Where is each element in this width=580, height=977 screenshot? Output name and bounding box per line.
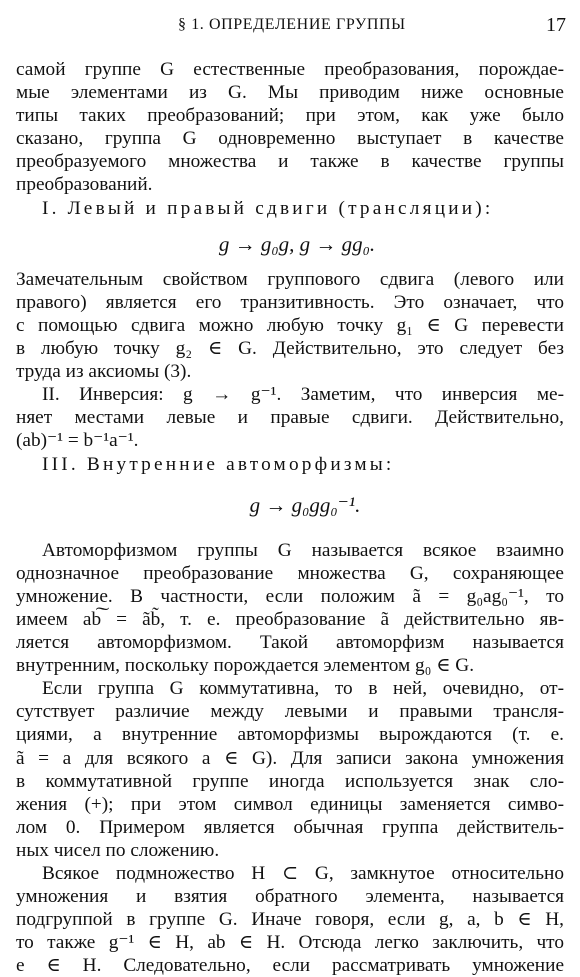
page-header bbox=[0, 12, 580, 42]
text-line: имеем ab͠ = ãb̃, т. е. преобразование ã действительно яв- bbox=[16, 608, 564, 630]
text-line: няет местами левые и правые сдвиги. Действительно, bbox=[16, 407, 564, 429]
text-line: Всякое подмножество H ⊂ G, замкнутое относительно bbox=[42, 863, 564, 884]
text-line: сутствует различие между левыми и правыми трансля- bbox=[16, 701, 564, 723]
text-line: ляется автоморфизмом. Такой автоморфизм называется bbox=[16, 632, 564, 654]
page-number: 17 bbox=[546, 14, 566, 36]
text-line: труда из аксиомы (3). bbox=[16, 361, 192, 383]
text-line: внутренним, поскольку порождается элементом g₀ ∈ G. bbox=[16, 655, 475, 677]
text-line: циями, а внутренние автоморфизмы вырождаются (т. е. bbox=[16, 724, 564, 746]
text-line: в любую точку g₂ ∈ G. Действительно, это следует без bbox=[16, 338, 564, 360]
text-line: подгруппой в группе G. Иначе говоря, если g, a, b ∈ H, bbox=[16, 909, 564, 931]
text-line: Автоморфизмом группы G называется всякое взаимно bbox=[42, 539, 564, 561]
text-line: Замечательным свойством группового сдвига (левого или bbox=[16, 268, 564, 290]
section-heading-shifts: I. Левый и правый сдвиги (трансляции): bbox=[42, 197, 494, 219]
text-line: Если группа G коммутативна, то в ней, очевидно, от- bbox=[42, 678, 564, 700]
text-line: в коммутативной группе иногда используется знак сло- bbox=[16, 770, 564, 792]
text-line: преобразуемого множества и также в качестве группы bbox=[16, 151, 564, 173]
text-line: II. Инверсия: g → g⁻¹. Заметим, что инверсия ме- bbox=[42, 384, 564, 406]
text-line: типы таких преобразований; при этом, как уже было bbox=[16, 105, 564, 127]
section-heading-automorphisms: III. Внутренние автоморфизмы: bbox=[42, 453, 395, 475]
text-line: преобразований. bbox=[16, 174, 153, 196]
running-head: § 1. ОПРЕДЕЛЕНИЕ ГРУППЫ bbox=[178, 16, 406, 33]
text-line: сказано, группа G одновременно выступает в качестве bbox=[16, 128, 564, 150]
text-line: жения (+); при этом символ единицы заменяется симво- bbox=[16, 793, 564, 815]
formula-shifts: g → g₀g, g → gg₀. bbox=[218, 231, 376, 256]
body-text bbox=[16, 58, 564, 977]
text-line: лом 0. Примером является обычная группа действитель- bbox=[16, 816, 564, 838]
text-line: мые элементами из G. Мы приводим ниже основные bbox=[16, 82, 564, 104]
text-line: e ∈ H. Следовательно, если рассматривать умножение bbox=[16, 955, 564, 977]
text-line: самой группе G естественные преобразования, порождае- bbox=[16, 59, 564, 80]
text-line: умножения и взятия обратного элемента, называется bbox=[16, 886, 564, 908]
text-line: с помощью сдвига можно любую точку g₁ ∈ G перевести bbox=[16, 314, 564, 336]
text-line: однозначное преобразование множества G, сохраняющее bbox=[16, 562, 564, 584]
text-line: ных чисел по сложению. bbox=[16, 839, 220, 861]
text-line: ã = a для всякого a ∈ G). Для записи закона умножения bbox=[16, 747, 564, 769]
text-line: то также g⁻¹ ∈ H, ab ∈ H. Отсюда легко заключить, что bbox=[16, 932, 564, 954]
text-line: (ab)⁻¹ = b⁻¹a⁻¹. bbox=[16, 430, 139, 452]
text-line: правого) является его транзитивность. Это означает, что bbox=[16, 291, 564, 313]
formula-automorphism: g → g₀gg₀⁻¹. bbox=[249, 492, 361, 517]
text-line: умножение. В частности, если положим ã = g₀ag₀⁻¹, то bbox=[16, 585, 564, 607]
